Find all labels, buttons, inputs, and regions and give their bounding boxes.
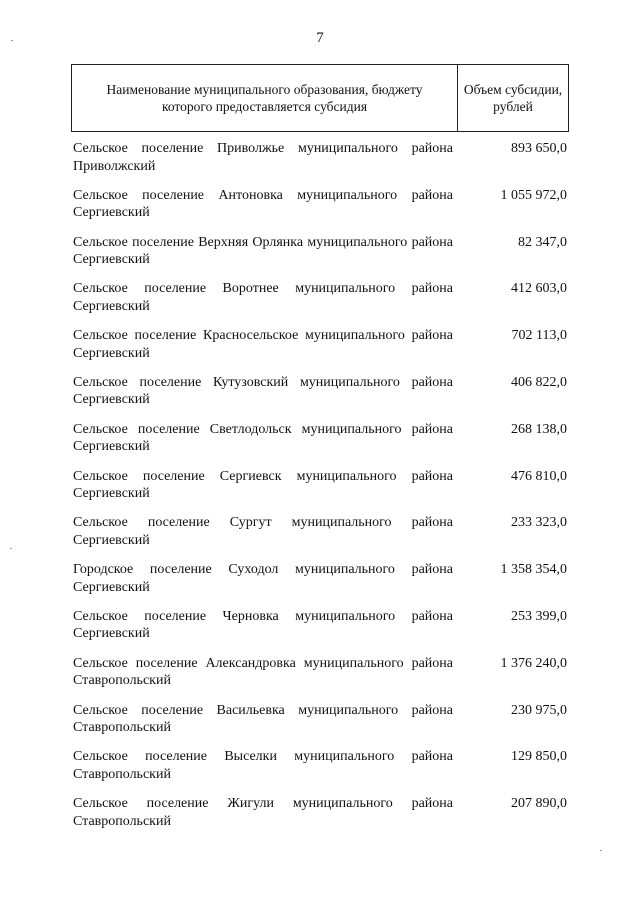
- subsidy-amount: 702 113,0: [511, 328, 567, 344]
- subsidy-amount: 207 890,0: [511, 796, 567, 812]
- header-amount-column: Объем субсидии, рублей: [463, 82, 563, 114]
- table-row: [73, 327, 567, 374]
- municipality-name: Сельское поселение Светлодольск муниципального района Сергиевский: [73, 421, 453, 455]
- table-row: [73, 234, 567, 281]
- table-row: [73, 795, 567, 842]
- table-row: [73, 702, 567, 749]
- table-row: [73, 655, 567, 702]
- municipality-name: Сельское поселение Антоновка муниципального района Сергиевский: [73, 187, 453, 221]
- table-row: [73, 187, 567, 234]
- municipality-name: Сельское поселение Кутузовский муниципального района Сергиевский: [73, 374, 453, 408]
- subsidy-amount: 1 055 972,0: [500, 187, 567, 203]
- municipality-name: Сельское поселение Приволжье муниципального района Приволжский: [73, 141, 453, 174]
- municipality-name: Сельское поселение Сургут муниципального района Сергиевский: [73, 515, 453, 548]
- page-number: 7: [316, 30, 324, 46]
- municipality-name: Городское поселение Суходол муниципального района Сергиевский: [73, 562, 453, 595]
- table-row: [73, 608, 567, 655]
- table-body: [73, 140, 567, 842]
- table-row: [73, 748, 567, 795]
- subsidy-amount: 1 358 354,0: [500, 562, 567, 578]
- municipality-name: Сельское поселение Выселки муниципального района Ставропольский: [73, 749, 453, 782]
- subsidy-amount: 233 323,0: [511, 515, 567, 531]
- subsidy-amount: 406 822,0: [511, 374, 567, 390]
- subsidy-amount: 412 603,0: [511, 281, 567, 297]
- scan-speck: [11, 40, 13, 41]
- table-row: [73, 280, 567, 327]
- header-name-column: Наименование муниципального образования, бюджету которого предоставляется субсидия: [72, 65, 458, 131]
- municipality-name: Сельское поселение Верхняя Орлянка муниципального района Сергиевский: [73, 234, 453, 268]
- table-row: [73, 421, 567, 468]
- municipality-name: Сельское поселение Жигули муниципального района Ставропольский: [73, 796, 453, 829]
- subsidy-amount: 230 975,0: [511, 702, 567, 718]
- municipality-name: Сельское поселение Черновка муниципального района Сергиевский: [73, 608, 453, 642]
- municipality-name: Сельское поселение Красносельское муниципального района Сергиевский: [73, 328, 453, 361]
- municipality-name: Сельское поселение Воротнее муниципального района Сергиевский: [73, 281, 453, 314]
- municipality-name: Сельское поселение Сергиевск муниципального района Сергиевский: [73, 468, 453, 502]
- table-row: [73, 140, 567, 187]
- table-row: [73, 561, 567, 608]
- scan-speck: [600, 850, 602, 851]
- table-row: [73, 374, 567, 421]
- subsidy-amount: 1 376 240,0: [500, 655, 567, 671]
- scan-speck: [10, 548, 12, 549]
- subsidy-amount: 129 850,0: [511, 749, 567, 765]
- municipality-name: Сельское поселение Васильевка муниципального района Ставропольский: [73, 702, 453, 736]
- subsidy-amount: 476 810,0: [511, 468, 567, 484]
- municipality-name: Сельское поселение Александровка муниципального района Ставропольский: [73, 655, 453, 689]
- subsidy-amount: 268 138,0: [511, 421, 567, 437]
- subsidy-amount: 893 650,0: [511, 141, 567, 156]
- table-row: [73, 514, 567, 561]
- subsidy-amount: 253 399,0: [511, 608, 567, 624]
- table-row: [73, 468, 567, 515]
- table-header: [71, 64, 569, 132]
- subsidy-amount: 82 347,0: [518, 234, 567, 250]
